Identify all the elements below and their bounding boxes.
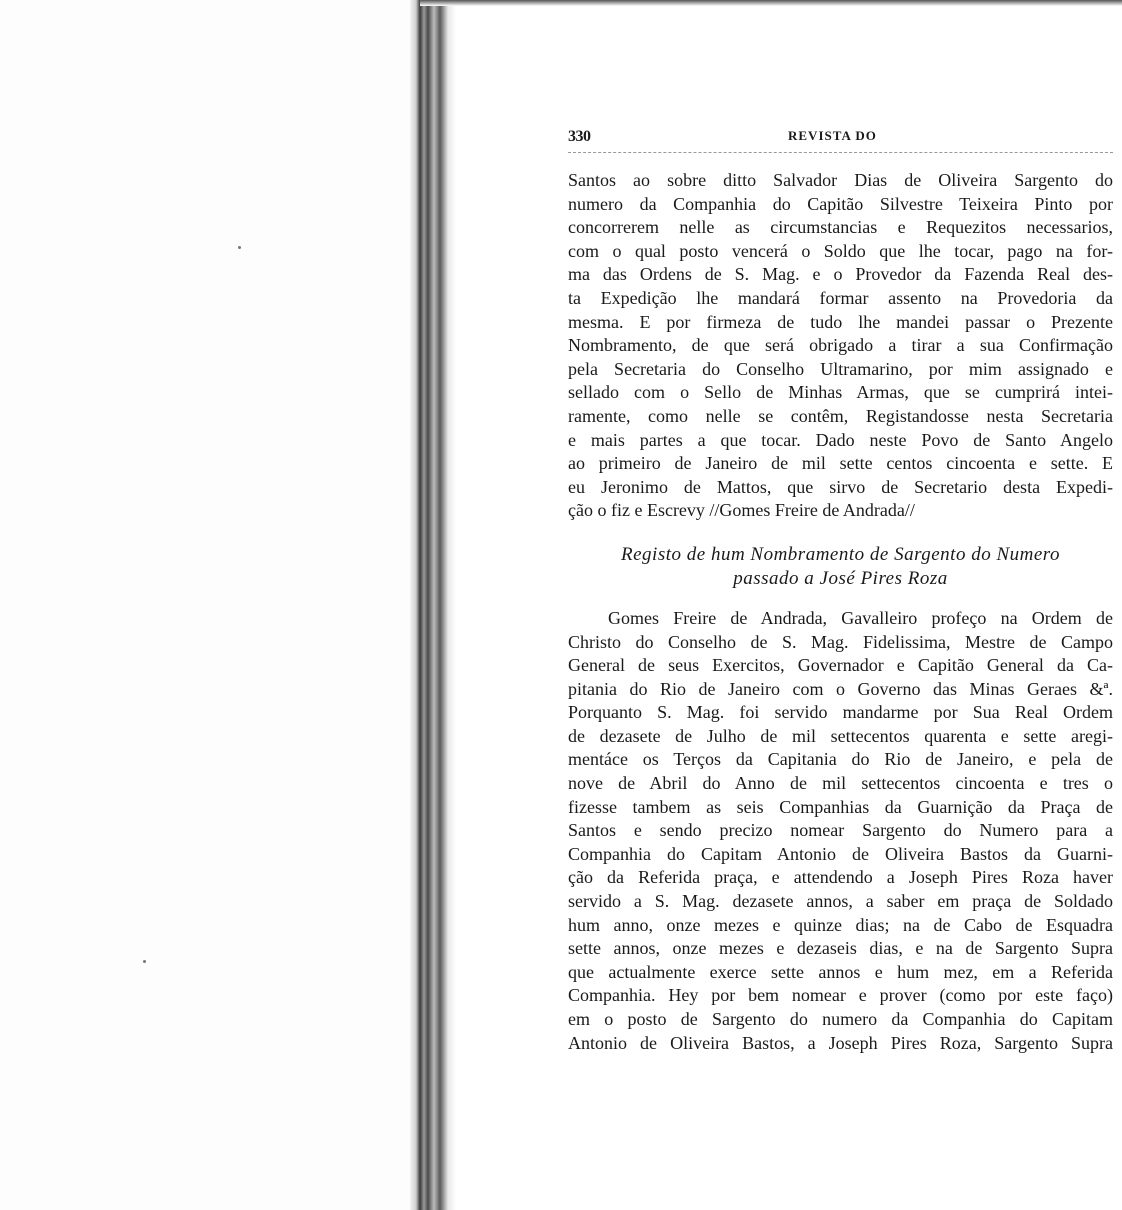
page-number: 330 bbox=[568, 128, 591, 145]
text-line: concorrerem nelle as circumstancias e Requezitos necessarios, bbox=[568, 217, 1113, 238]
section-title-line: passado a José Pires Roza bbox=[733, 567, 948, 589]
text-line: Nombramento, de que será obrigado a tirar a sua Confirmação bbox=[568, 335, 1113, 356]
text-line: Christo do Conselho de S. Mag. Fidelissima, Mestre de Campo bbox=[568, 631, 1113, 652]
book-page bbox=[568, 122, 1113, 1055]
text-line: servido a S. Mag. dezasete annos, a saber em praça de Soldado bbox=[568, 891, 1113, 912]
text-line: Santos ao sobre ditto Salvador Dias de Oliveira Sargento do bbox=[568, 170, 1113, 190]
text-line: nove de Abril do Anno de mil settecentos cincoenta e tres o bbox=[568, 773, 1113, 794]
section-title-line: Registo de hum Nombramento de Sargento do Numero bbox=[621, 543, 1060, 565]
paragraph-1 bbox=[568, 169, 1113, 523]
section-title bbox=[568, 543, 1113, 591]
text-line: de dezasete de Julho de mil settecentos quarenta e sette aregi- bbox=[568, 725, 1113, 746]
book-gutter bbox=[410, 0, 456, 1210]
text-line: e mais partes a que tocar. Dado neste Povo de Santo Angelo bbox=[568, 429, 1113, 450]
paper-speck bbox=[238, 246, 241, 249]
text-line: ao primeiro de Janeiro de mil sette centos cincoenta e sette. E bbox=[568, 453, 1113, 474]
text-line: sette annos, onze mezes e dezaseis dias, e na de Sargento Supra bbox=[568, 938, 1113, 959]
text-line: ção o fiz e Escrevy //Gomes Freire de Andrada// bbox=[568, 500, 915, 521]
text-line: pitania do Rio de Janeiro com o Governo das Minas Geraes &ª. bbox=[568, 678, 1113, 699]
text-line: pela Secretaria do Conselho Ultramarino, por mim assignado e bbox=[568, 358, 1113, 379]
running-head: REVISTA DO bbox=[788, 128, 877, 143]
text-line: General de seus Exercitos, Governador e Capitão General da Ca- bbox=[568, 655, 1113, 676]
text-line: hum anno, onze mezes e quinze dias; na de Cabo de Esquadra bbox=[568, 914, 1113, 935]
page-header bbox=[568, 122, 1113, 153]
text-line: Companhia do Capitam Antonio de Oliveira Bastos da Guarni- bbox=[568, 843, 1113, 864]
text-line: Gomes Freire de Andrada, Gavalleiro profeço na Ordem de bbox=[608, 607, 1113, 628]
text-line: Porquanto S. Mag. foi servido mandarme por Sua Real Ordem bbox=[568, 702, 1113, 723]
paragraph-2 bbox=[568, 607, 1113, 1055]
text-line: mesma. E por firmeza de tudo lhe mandei passar o Prezente bbox=[568, 311, 1113, 332]
text-line: que actualmente exerce sette annos e hum mez, em a Referida bbox=[568, 961, 1113, 982]
paper-speck bbox=[143, 960, 146, 963]
text-line: em o posto de Sargento do numero da Companhia do Capitam bbox=[568, 1009, 1113, 1029]
text-line: fizesse tambem as seis Companhias da Guarnição da Praça de bbox=[568, 796, 1113, 817]
text-line: ma das Ordens de S. Mag. e o Provedor da Fazenda Real des- bbox=[568, 264, 1113, 285]
text-line: mentáce os Terços da Capitania do Rio de Janeiro, e pela de bbox=[568, 749, 1113, 770]
text-line: com o qual posto vencerá o Soldo que lhe tocar, pago na for- bbox=[568, 240, 1113, 261]
page-top-edge bbox=[420, 0, 1122, 6]
text-line: ramente, como nelle se contêm, Registandosse nesta Secretaria bbox=[568, 405, 1113, 426]
text-line: ta Expedição lhe mandará formar assento na Provedoria da bbox=[568, 287, 1113, 308]
text-line: eu Jeronimo de Mattos, que sirvo de Secretario desta Expedi- bbox=[568, 476, 1113, 497]
text-line: Santos e sendo precizo nomear Sargento do Numero para a bbox=[568, 820, 1113, 841]
text-line: sellado com o Sello de Minhas Armas, que se cumprirá intei- bbox=[568, 382, 1113, 403]
text-line: numero da Companhia do Capitão Silvestre Teixeira Pinto por bbox=[568, 193, 1113, 214]
facing-page-margin bbox=[0, 0, 412, 1210]
text-line: ção da Referida praça, e attendendo a Joseph Pires Roza haver bbox=[568, 867, 1113, 888]
text-line: Companhia. Hey por bem nomear e prover (como por este faço) bbox=[568, 985, 1113, 1006]
text-line: Antonio de Oliveira Bastos, a Joseph Pires Roza, Sargento Supra bbox=[568, 1032, 1113, 1053]
